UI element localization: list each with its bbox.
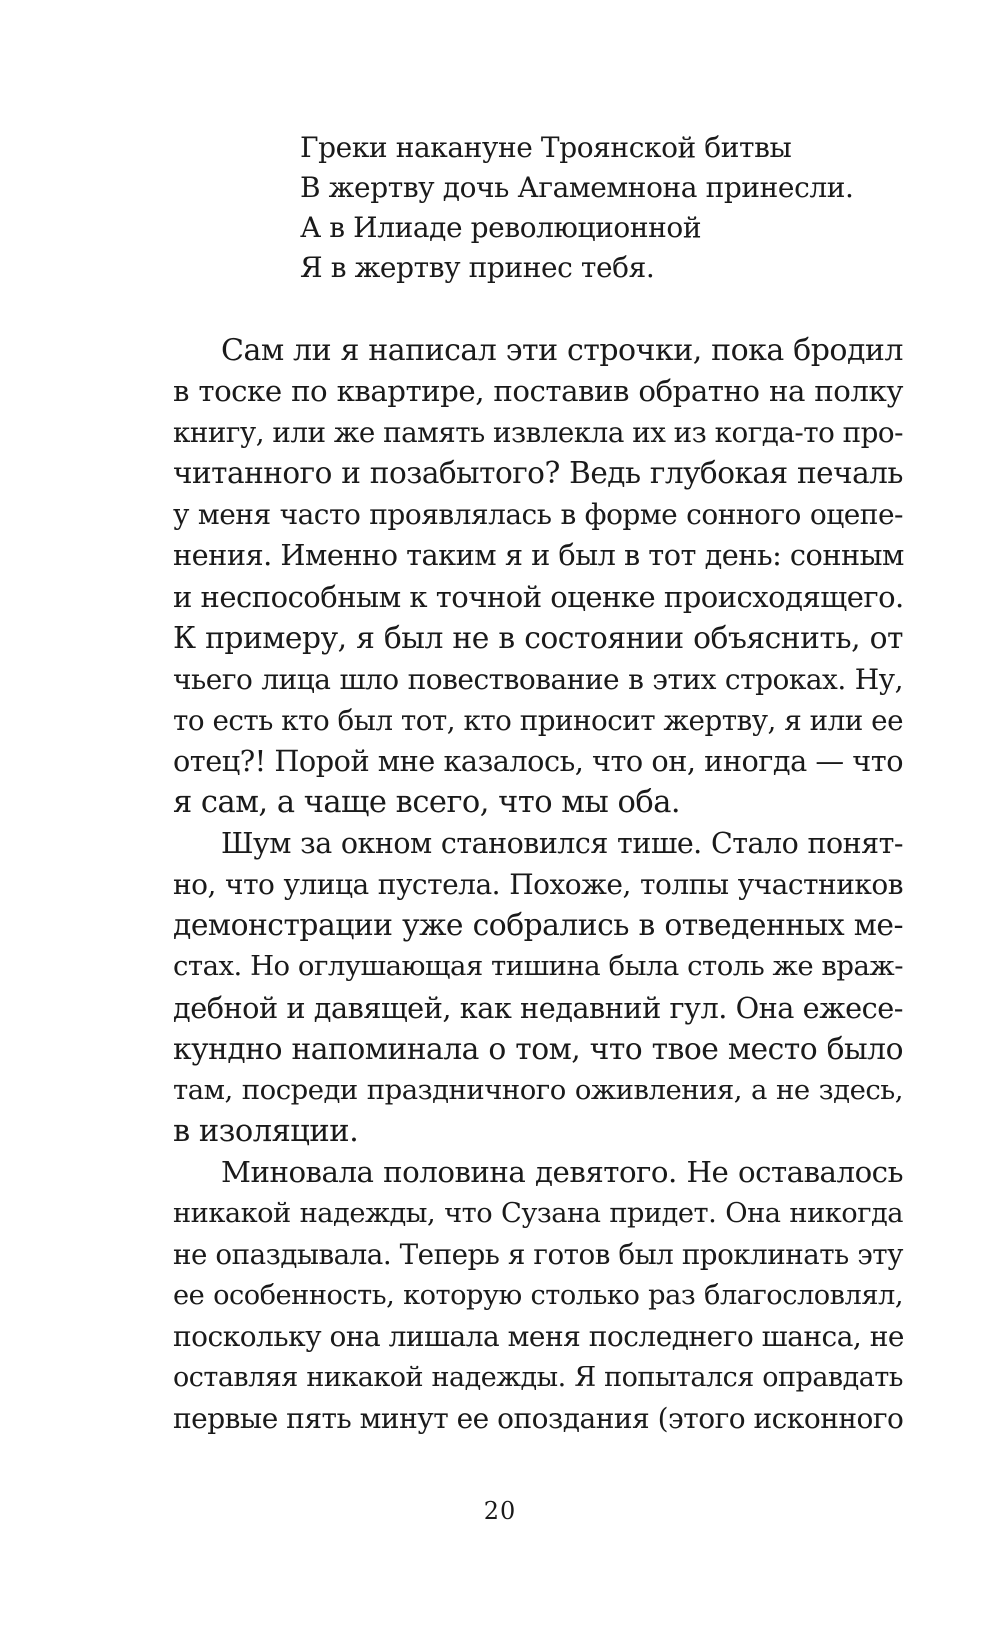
paragraph-line: в изоляции. <box>173 1113 359 1149</box>
prose-body <box>173 330 903 1440</box>
paragraph-line: читанного и позабытого? Ведь глубокая печаль <box>173 456 903 491</box>
poem-line: В жертву дочь Агамемнона принесли. <box>300 171 854 204</box>
paragraph-line: но, что улица пустела. Похоже, толпы участников <box>173 868 903 902</box>
paragraph-line: я сам, а чаще всего, что мы оба. <box>173 785 681 821</box>
paragraph-line: в тоске по квартире, поставив обратно на полку <box>173 374 903 409</box>
paragraph-line: то есть кто был тот, кто приносит жертву, я или ее <box>173 703 903 737</box>
paragraph-line: никакой надежды, что Сузана придет. Она никогда <box>173 1197 903 1229</box>
paragraph-line: нения. Именно таким я и был в тот день: сонным <box>173 538 904 573</box>
paragraph-line: первые пять минут ее опоздания (этого исконного <box>173 1402 904 1436</box>
poem-line: А в Илиаде революционной <box>300 211 702 244</box>
paragraph-line: кундно напоминала о том, что твое место было <box>173 1031 903 1067</box>
paragraph-line: отец?! Порой мне казалось, что он, иногда — что <box>173 743 903 778</box>
poem-line: Греки накануне Троянской битвы <box>300 131 792 164</box>
paragraph-line: стах. Но оглушающая тишина была столь же враж- <box>173 950 903 983</box>
paragraph-line: и неспособным к точной оценке происходящего. <box>173 579 904 614</box>
page-number: 20 <box>483 1497 517 1525</box>
paragraph-line: К примеру, я был не в состоянии объяснить, от <box>173 620 903 656</box>
paragraph-line: поскольку она лишала меня последнего шанса, не <box>173 1320 904 1354</box>
poem-epigraph <box>300 128 860 288</box>
paragraph-line: там, посреди праздничного оживления, а не здесь, <box>173 1073 903 1106</box>
paragraph-line: не опаздывала. Теперь я готов был проклинать эту <box>173 1238 903 1272</box>
paragraph-line: дебной и давящей, как недавний гул. Она ежесе- <box>173 990 903 1025</box>
paragraph-line: Шум за окном становился тише. Стало понят- <box>221 827 903 861</box>
poem-line: Я в жертву принес тебя. <box>300 251 655 284</box>
paragraph-line: Сам ли я написал эти строчки, пока бродил <box>221 333 903 368</box>
paragraph-line: Миновала половина девятого. Не оставалось <box>221 1154 903 1189</box>
paragraph-line: чьего лица шло повествование в этих строках. Ну, <box>173 662 903 696</box>
paragraph-line: оставляя никакой надежды. Я попытался оправдать <box>173 1362 903 1394</box>
paragraph-line: у меня часто проявлялась в форме сонного оцепе- <box>173 498 903 532</box>
paragraph-line: книгу, или же память извлекла их из когда-то про- <box>173 416 903 450</box>
paragraph-line: демонстрации уже собрались в отведенных ме- <box>173 908 903 944</box>
paragraph-line: ее особенность, которую столько раз благословлял, <box>173 1280 903 1312</box>
